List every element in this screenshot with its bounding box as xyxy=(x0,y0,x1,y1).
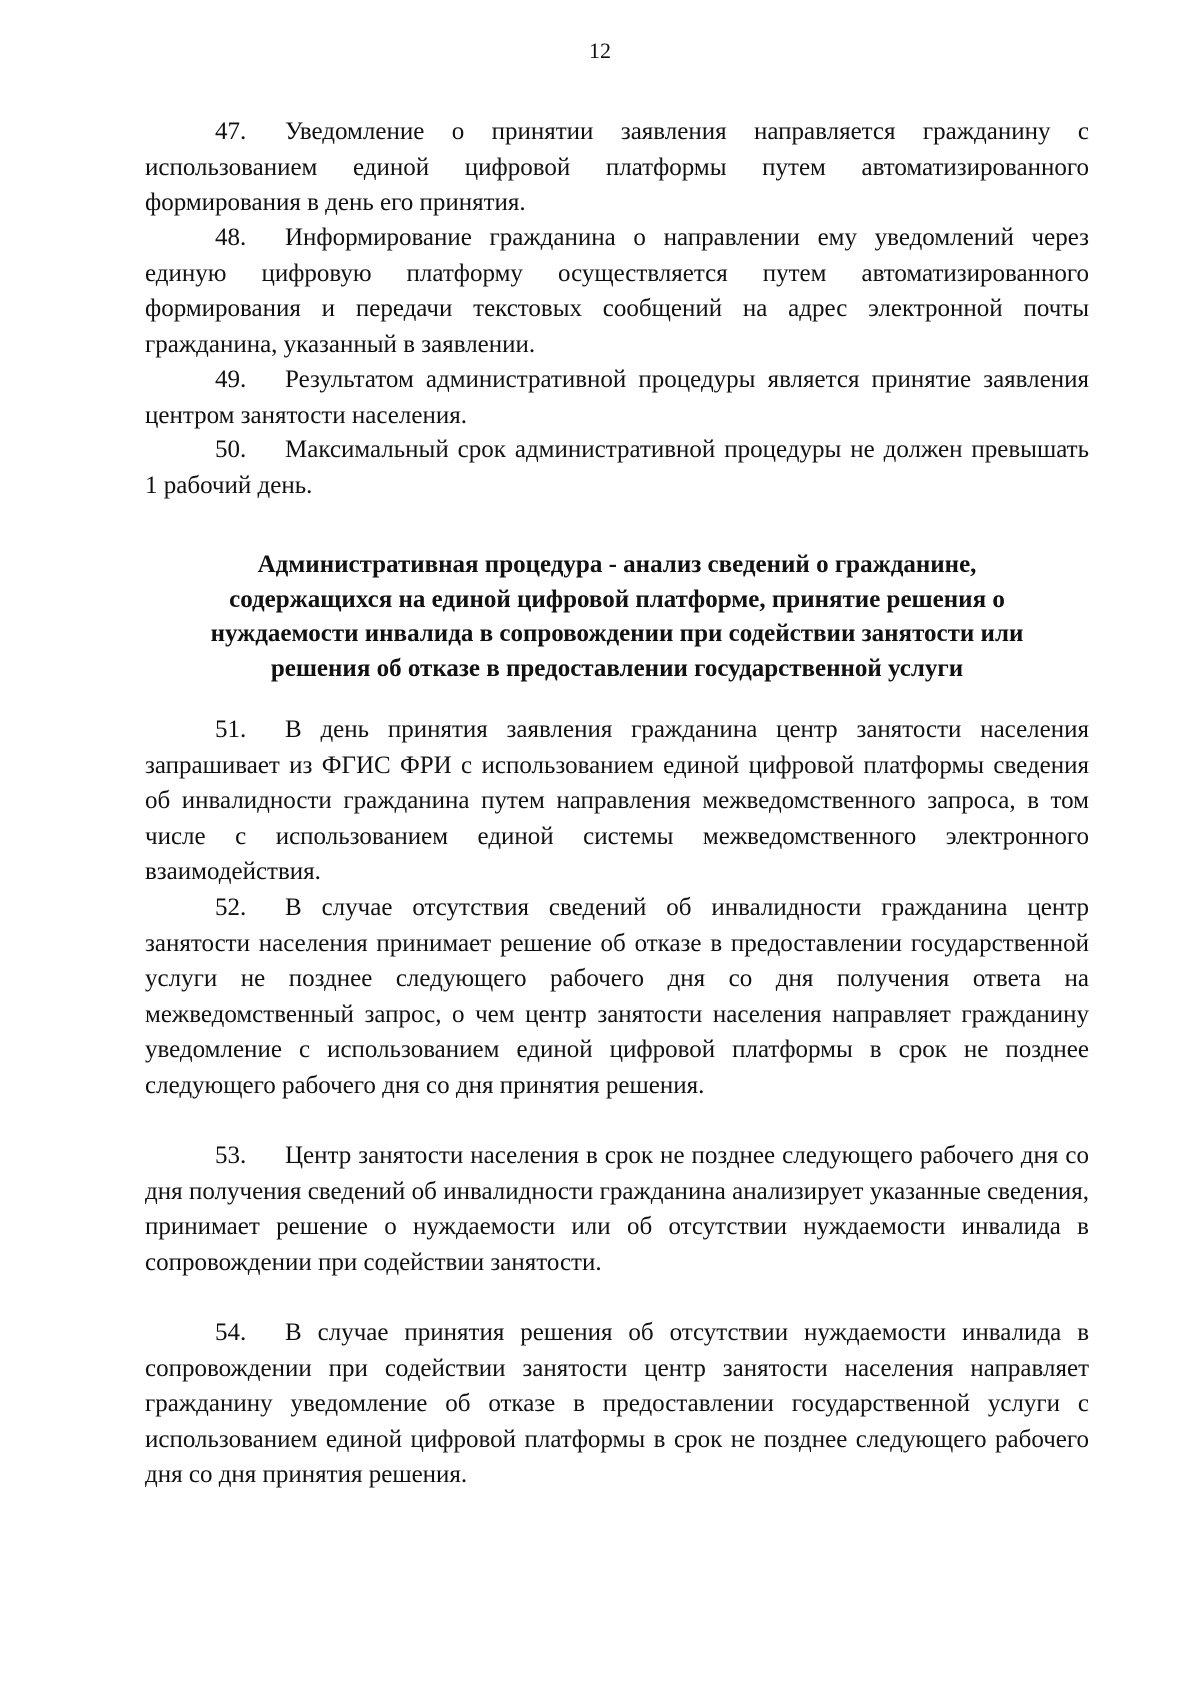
paragraph-51 xyxy=(145,712,1089,890)
paragraph-text: Результатом административной процедуры является принятие заявления центром занятости населения. xyxy=(145,366,1089,429)
paragraph-48 xyxy=(145,220,1089,362)
heading-line: Административная процедура - анализ сведений о гражданине, xyxy=(257,551,977,578)
paragraph-text: Уведомление о принятии заявления направляется гражданину с использованием единой цифровой платформы путем автоматизированного формирования в день его принятия. xyxy=(145,118,1089,216)
section-heading xyxy=(145,548,1089,686)
paragraph-text: Максимальный срок административной процедуры не должен превышать 1 рабочий день. xyxy=(145,436,1089,499)
paragraph-number: 48. xyxy=(215,224,247,251)
paragraph-text: В случае отсутствия сведений об инвалидности гражданина центр занятости населения принимает решение об отказе в предоставлении государственной услуги не позднее следующего рабочего дня со дня получения ответа на межведомственный запрос, о чем центр занятости населения направляет гражданину уведомление с использованием единой цифровой платформы в срок не позднее следующего рабочего дня со дня принятия решения. xyxy=(145,894,1089,1099)
paragraph-text: Информирование гражданина о направлении ему уведомлений через единую цифровую платформу осуществляется путем автоматизированного формирования и передачи текстовых сообщений на адрес электронной почты гражданина, указанный в заявлении. xyxy=(145,224,1089,358)
paragraph-53 xyxy=(145,1138,1089,1280)
paragraph-number: 49. xyxy=(215,366,247,393)
paragraph-number: 53. xyxy=(215,1142,247,1169)
paragraph-52 xyxy=(145,890,1089,1103)
paragraph-47 xyxy=(145,114,1089,221)
paragraph-text: Центр занятости населения в срок не позднее следующего рабочего дня со дня получения сведений об инвалидности гражданина анализирует указанные сведения, принимает решение о нуждаемости или об отсутствии нуждаемости инвалида в сопровождении при содействии занятости. xyxy=(145,1142,1089,1276)
paragraph-49 xyxy=(145,362,1089,433)
paragraph-number: 54. xyxy=(215,1319,247,1346)
paragraph-number: 50. xyxy=(215,436,247,463)
heading-line: нуждаемости инвалида в сопровождении при содействии занятости или xyxy=(210,620,1024,647)
paragraph-text: В случае принятия решения об отсутствии нуждаемости инвалида в сопровождении при содействии занятости центр занятости населения направляет гражданину уведомление об отказе в предоставлении государственной услуги с использованием единой цифровой платформы в срок не позднее следующего рабочего дня со дня принятия решения. xyxy=(145,1319,1089,1488)
paragraph-number: 51. xyxy=(215,716,247,743)
heading-line: решения об отказе в предоставлении государственной услуги xyxy=(270,654,964,682)
paragraph-number: 52. xyxy=(215,894,247,921)
paragraph-54 xyxy=(145,1315,1089,1493)
heading-line: содержащихся на единой цифровой платформе, принятие решения о xyxy=(229,585,1005,613)
page-number: 12 xyxy=(589,38,611,63)
paragraph-50 xyxy=(145,432,1089,503)
paragraph-number: 47. xyxy=(215,118,247,145)
paragraph-text: В день принятия заявления гражданина центр занятости населения запрашивает из ФГИС ФРИ с использованием единой цифровой платформы сведения об инвалидности гражданина путем направления межведомственного запроса, в том числе с использованием единой системы межведомственного электронного взаимодействия. xyxy=(145,716,1089,885)
